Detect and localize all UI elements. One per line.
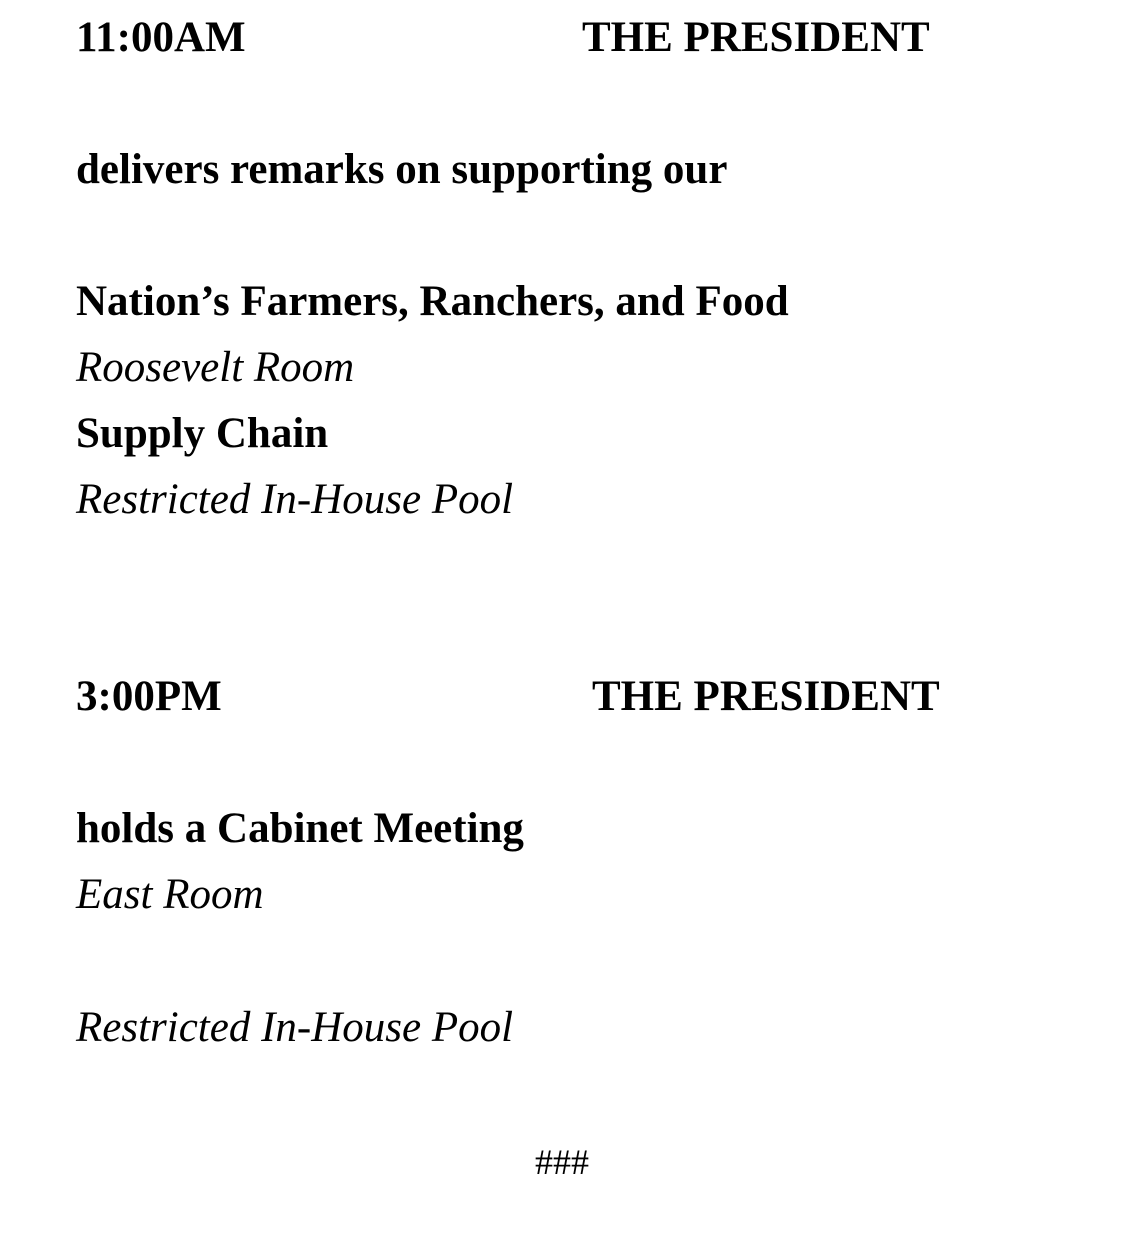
schedule-document	[76, 0, 1056, 1236]
event-coverage: Restricted In-House Pool	[76, 476, 514, 523]
event-location: East Room	[76, 871, 264, 918]
event-description-line: Nation’s Farmers, Ranchers, and Food	[76, 278, 789, 325]
schedule-event	[76, 5, 1036, 533]
event-description	[76, 71, 1036, 533]
end-of-document-mark: ###	[535, 1142, 589, 1182]
event-subject: THE PRESIDENT	[592, 673, 940, 720]
event-time: 11:00AM	[76, 14, 246, 61]
event-subject: THE PRESIDENT	[582, 14, 930, 61]
event-header	[76, 664, 1036, 730]
event-description-line: Supply Chain	[76, 410, 329, 457]
event-header	[76, 5, 1036, 71]
event-description-line: holds a Cabinet Meeting	[76, 805, 524, 852]
event-coverage: Restricted In-House Pool	[76, 1004, 514, 1051]
event-time: 3:00PM	[76, 673, 222, 720]
event-description-line: delivers remarks on supporting our	[76, 146, 728, 193]
event-location: Roosevelt Room	[76, 344, 355, 391]
